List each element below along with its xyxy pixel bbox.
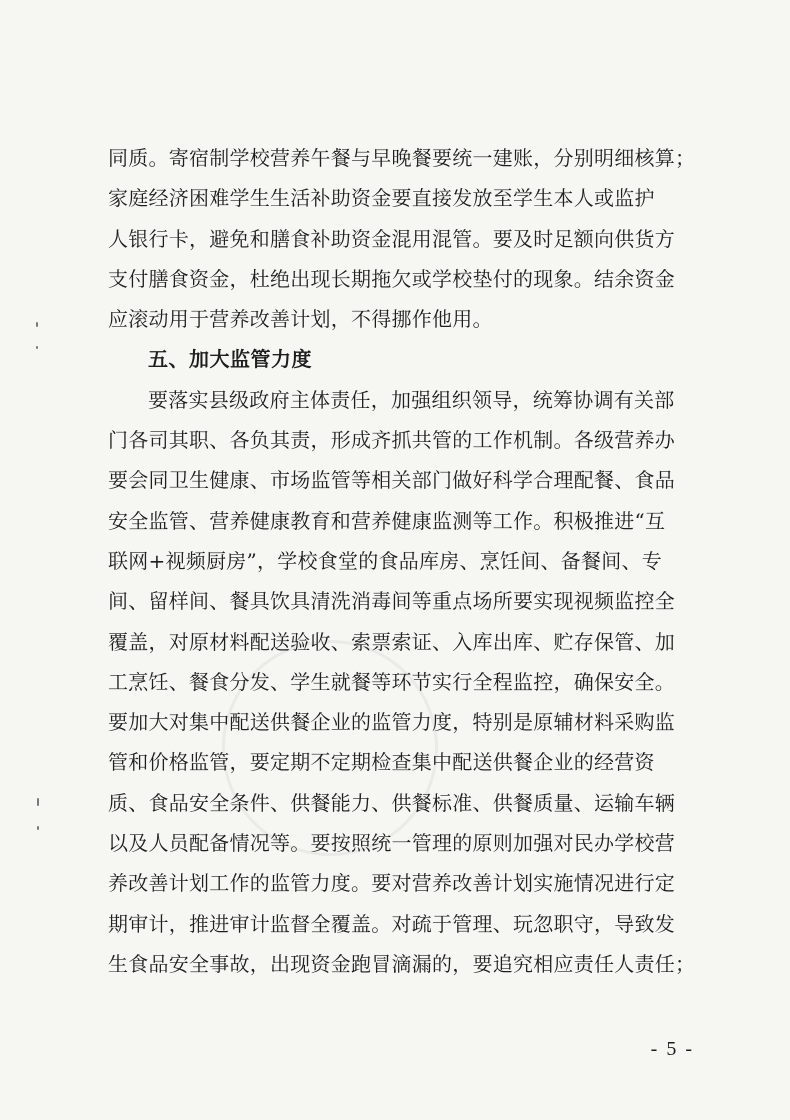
page-number: - 5 - bbox=[650, 1038, 694, 1060]
body-text-line: 门各司其职、各负其责，形成齐抓共管的工作机制。各级营养办 bbox=[108, 428, 675, 453]
body-text-line: 支付膳食资金，杜绝出现长期拖欠或学校垫付的现象。结余资金 bbox=[108, 266, 675, 291]
scan-mark bbox=[36, 346, 38, 349]
body-text-line: 期审计，推进审计监督全覆盖。对疏于管理、玩忽职守，导致发 bbox=[108, 911, 675, 936]
body-text-line: 要加大对集中配送供餐企业的监管力度，特别是原辅材料采购监 bbox=[108, 710, 675, 735]
body-text-line: 同质。寄宿制学校营养午餐与早晚餐要统一建账，分别明细核算； bbox=[108, 146, 696, 170]
body-text-line: 应滚动用于营养改善计划，不得挪作他用。 bbox=[108, 307, 493, 332]
section-heading: 五、加大监管力度 bbox=[148, 347, 312, 372]
body-text-line: 人银行卡，避免和膳食补助资金混用混管。要及时足额向供货方 bbox=[108, 226, 675, 251]
body-text-line: 间、留样间、餐具饮具清洗消毒间等重点场所要实现视频监控全 bbox=[108, 589, 675, 614]
body-text-line: 安全监管、营养健康教育和营养健康监测等工作。积极推进“互 bbox=[108, 508, 666, 533]
body-text-line: 质、食品安全条件、供餐能力、供餐标准、供餐质量、运输车辆 bbox=[108, 790, 675, 815]
scan-mark bbox=[37, 798, 39, 806]
paragraph-first-line: 要落实县级政府主体责任，加强组织领导，统筹协调有关部 bbox=[148, 387, 675, 412]
body-text-line: 生食品安全事故，出现资金跑冒滴漏的，要追究相应责任人责任； bbox=[108, 951, 696, 976]
body-text-line: 管和价格监管，要定期不定期检查集中配送供餐企业的经营资 bbox=[108, 750, 655, 775]
body-text-line: 覆盖，对原材料配送验收、索票索证、入库出库、贮存保管、加 bbox=[108, 629, 675, 654]
body-text-line: 工烹饪、餐食分发、学生就餐等环节实行全程监控，确保安全。 bbox=[108, 669, 675, 694]
scan-mark bbox=[37, 826, 39, 830]
document-body bbox=[108, 138, 712, 984]
body-text-line: 以及人员配备情况等。要按照统一管理的原则加强对民办学校营 bbox=[108, 831, 675, 856]
scan-mark bbox=[36, 322, 38, 327]
body-text-line: 要会同卫生健康、市场监管等相关部门做好科学合理配餐、食品 bbox=[108, 468, 675, 493]
body-text-line: 联网+视频厨房”，学校食堂的食品库房、烹饪间、备餐间、专 bbox=[108, 548, 662, 573]
body-text-line: 养改善计划工作的监管力度。要对营养改善计划实施情况进行定 bbox=[108, 871, 675, 896]
body-text-line: 家庭经济困难学生生活补助资金要直接发放至学生本人或监护 bbox=[108, 186, 655, 211]
